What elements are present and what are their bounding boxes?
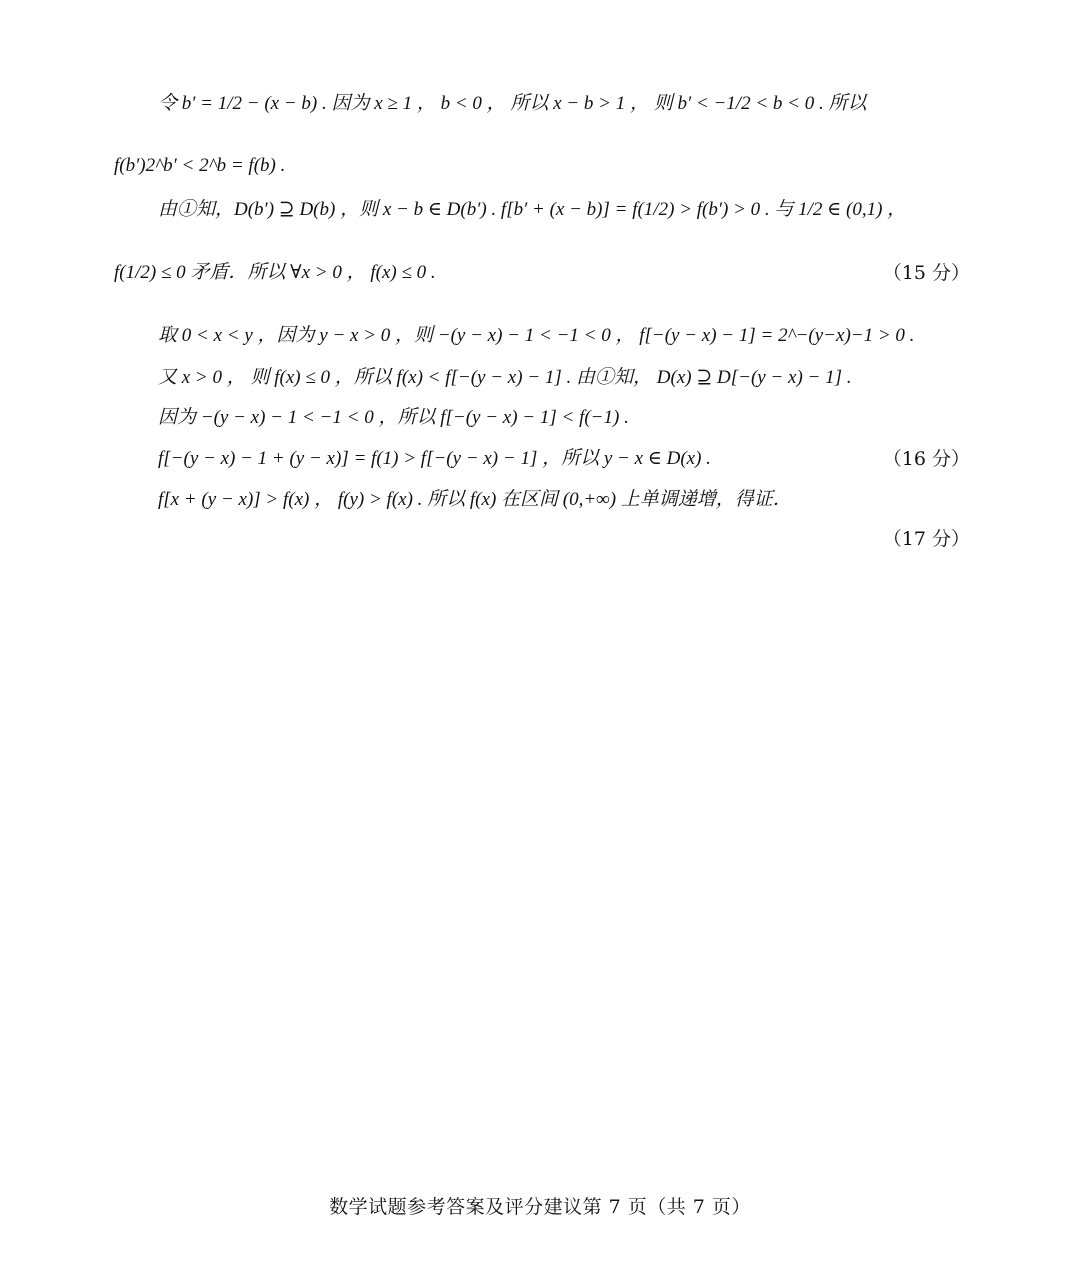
- proof-line-text: f(b′)2^b′ < 2^b = f(b) .: [114, 155, 286, 176]
- proof-line-text: 令 b′ = 1/2 − (x − b) . 因为 x ≥ 1 ， b < 0 ， 所以 x − b > 1 ， 则 b′ < −1/2 < b < 0 . 所以: [158, 93, 867, 114]
- score-line-17: [158, 528, 970, 551]
- proof-line-text: 因为 −(y − x) − 1 < −1 < 0 ，所以 f[−(y − x) − 1] < f(−1) .: [158, 407, 629, 428]
- proof-line-text: f[−(y − x) − 1 + (y − x)] = f(1) > f[−(y − x) − 1] ，所以 y − x ∈ D(x) .: [158, 448, 711, 469]
- proof-line-6: [158, 366, 1080, 390]
- proof-line-8: [158, 448, 970, 471]
- proof-line-7: [158, 406, 1080, 430]
- proof-line-2: [114, 154, 1080, 178]
- proof-line-text: 由①知，D(b′) ⊇ D(b) ，则 x − b ∈ D(b′) . f[b′ + (x − b)] = f(1/2) > f(b′) > 0 . 与 1/2 ∈ (0,1) ，: [158, 199, 907, 220]
- proof-line-text: 又 x > 0 ， 则 f(x) ≤ 0 ，所以 f(x) < f[−(y − x) − 1] . 由①知， D(x) ⊇ D[−(y − x) − 1] .: [158, 367, 852, 388]
- proof-line-3: [158, 198, 970, 222]
- score-marker-15: （15 分）: [882, 262, 970, 284]
- proof-line-4: [114, 262, 970, 285]
- proof-line-1: [158, 92, 970, 116]
- page-footer: 数学试题参考答案及评分建议第 7 页（共 7 页）: [329, 1196, 751, 1218]
- proof-line-5: [158, 324, 1080, 348]
- proof-line-text: 取 0 < x < y ，因为 y − x > 0 ，则 −(y − x) − 1 < −1 < 0 ， f[−(y − x) − 1] = 2^−(y−x)−1 > 0 .: [158, 325, 915, 346]
- proof-line-text: f[x + (y − x)] > f(x) ， f(y) > f(x) . 所以 f(x) 在区间 (0,+∞) 上单调递增，得证．: [158, 489, 792, 510]
- proof-line-9: [158, 488, 1080, 512]
- proof-line-text: f(1/2) ≤ 0 矛盾．所以 ∀x > 0 ， f(x) ≤ 0 .: [114, 262, 436, 283]
- score-marker-17: （17 分）: [882, 528, 970, 550]
- score-marker-16: （16 分）: [882, 448, 970, 470]
